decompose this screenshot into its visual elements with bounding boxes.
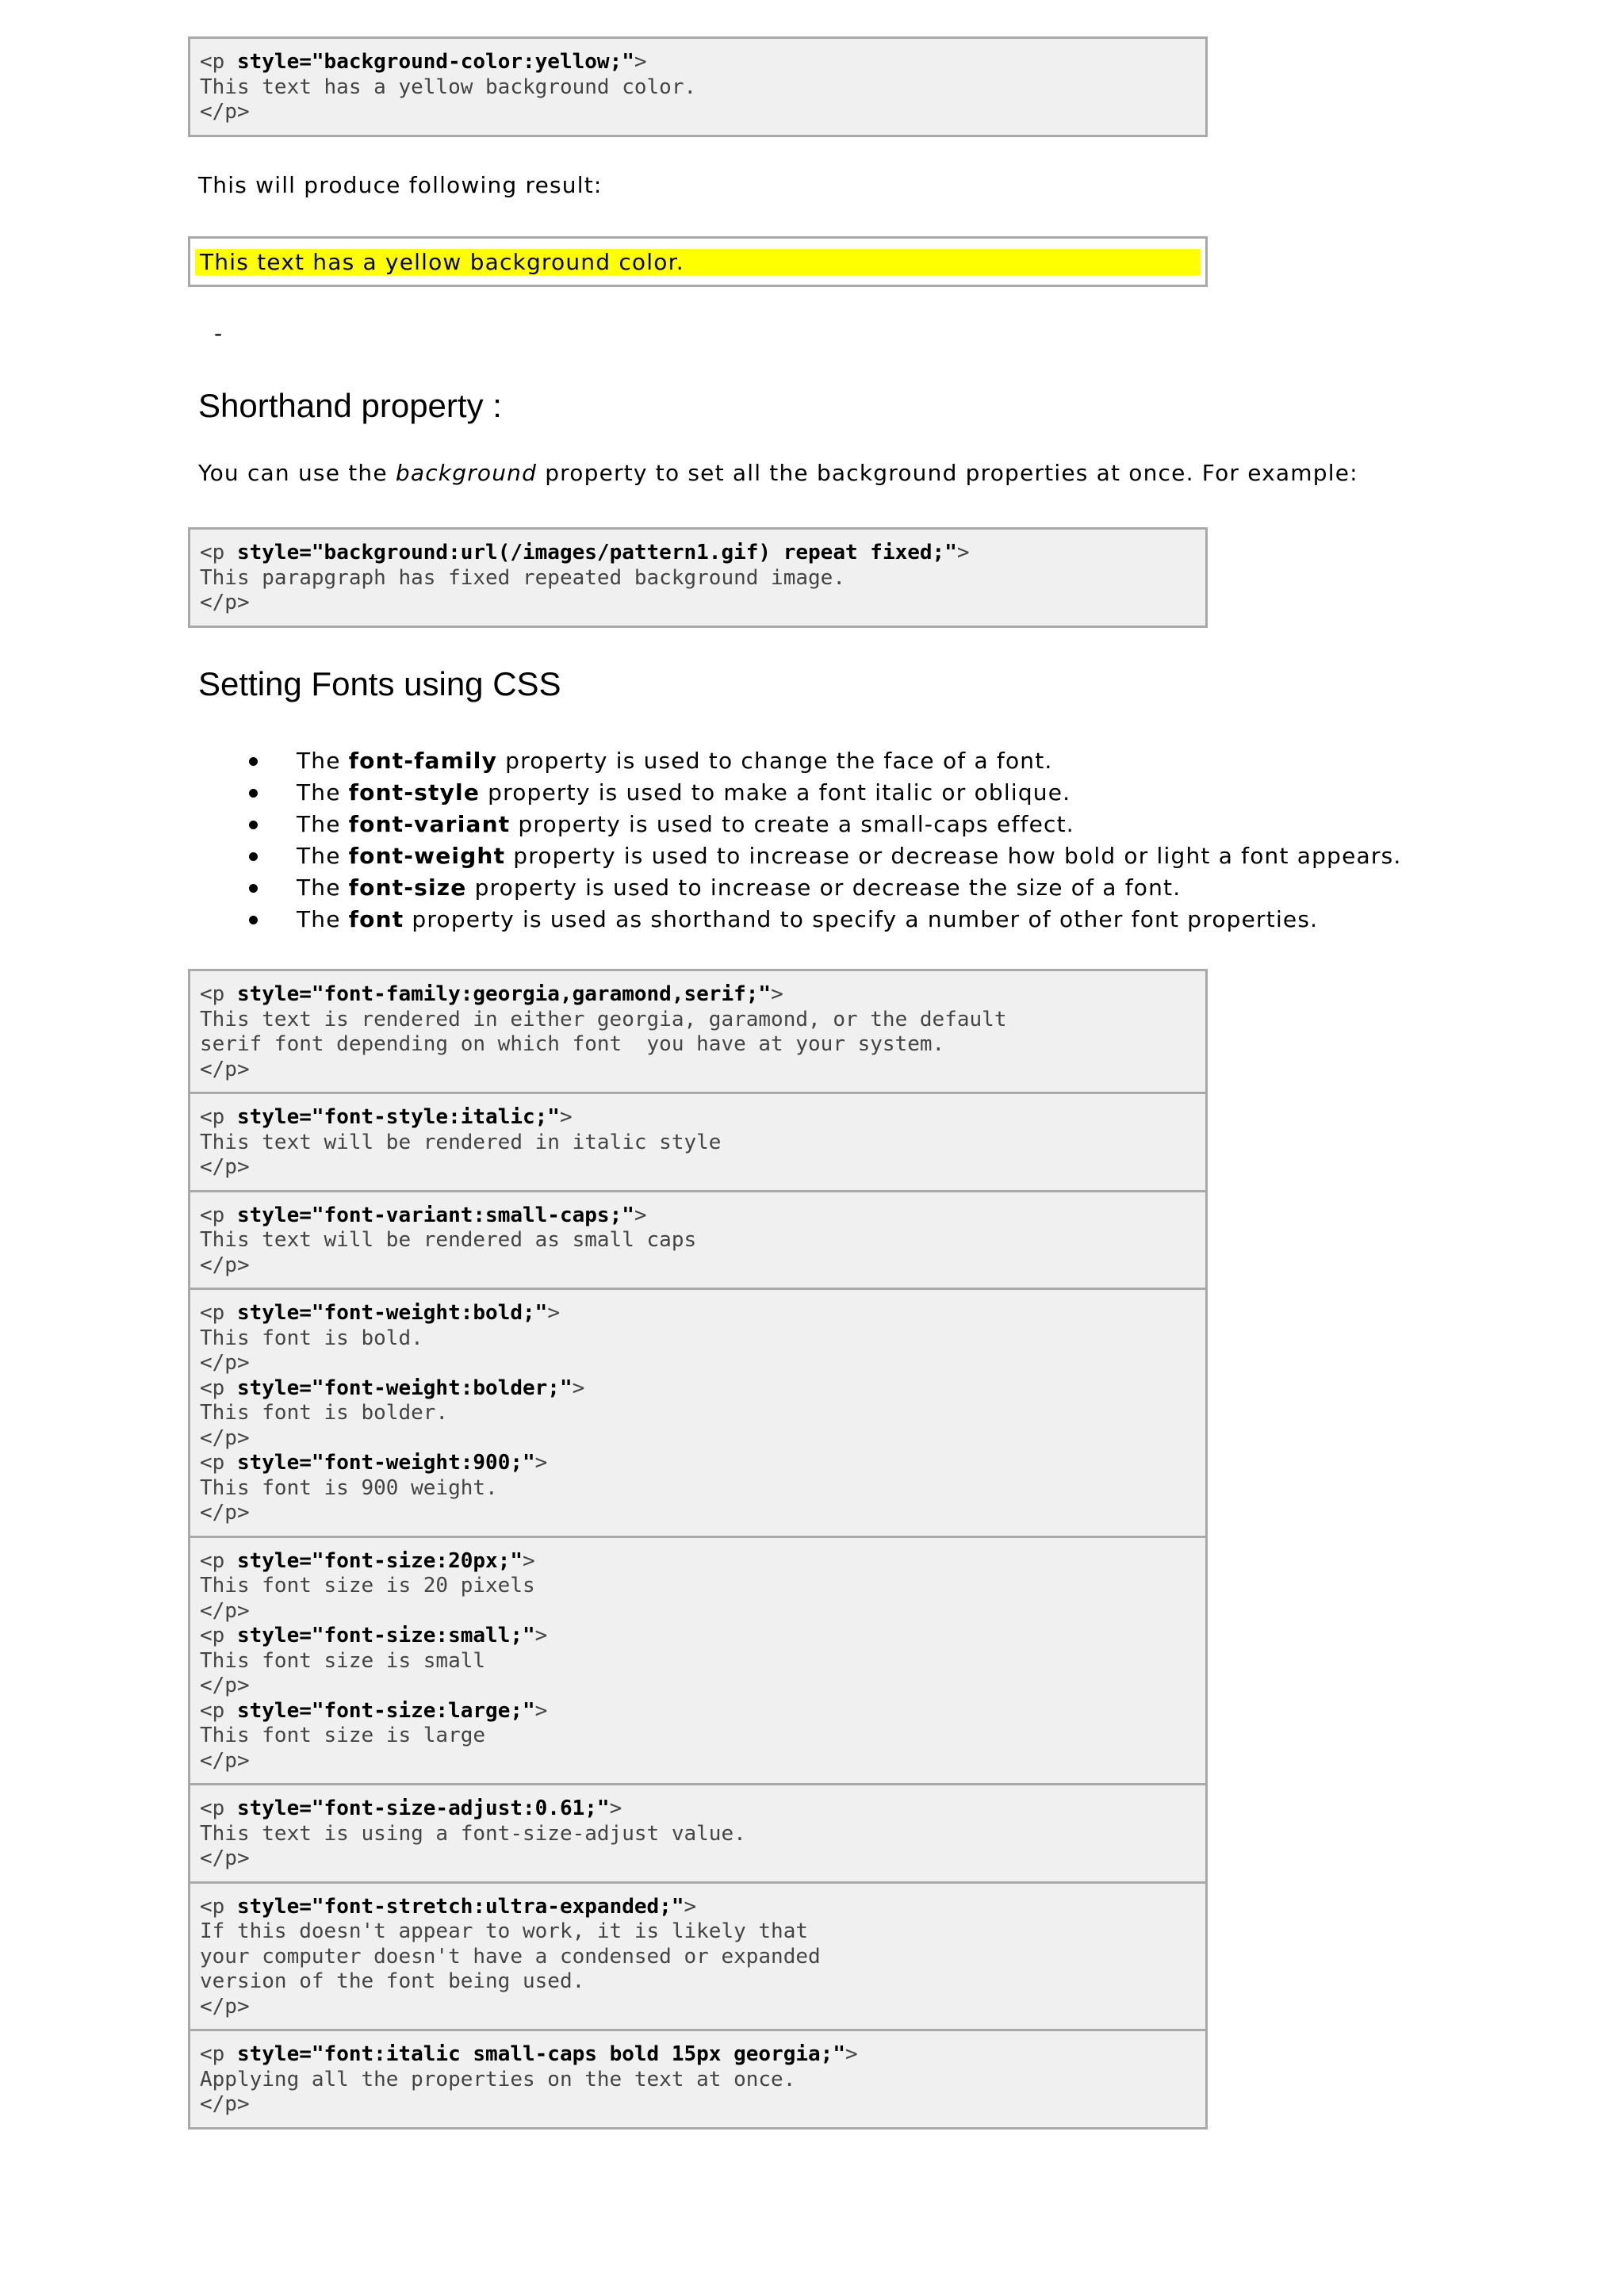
shorthand-heading: Shorthand property : (198, 387, 502, 424)
code-line (200, 1969, 1196, 1995)
code-line (200, 2068, 1196, 2093)
code-line (200, 1203, 1196, 1229)
code-line (200, 1895, 1196, 1920)
code-attribute: style="background-color:yellow;" (236, 50, 634, 74)
bullet-property-name: font-size (348, 874, 467, 901)
bullet-text: The (297, 874, 349, 901)
code-line (200, 1326, 1196, 1352)
code-text: > (609, 1797, 622, 1820)
bullet-dot-icon (249, 884, 258, 893)
result-box (188, 236, 1208, 287)
code-text: <p (200, 1624, 237, 1647)
code-line (200, 1995, 1196, 2020)
code-text: <p (200, 1105, 237, 1129)
code-line (200, 1649, 1196, 1674)
code-text: > (771, 982, 783, 1006)
code-attribute: style="font-family:georgia,garamond,serif;" (236, 982, 772, 1006)
code-text: > (634, 50, 647, 74)
code-line (200, 982, 1196, 1008)
code-text: This font is 900 weight. (200, 1475, 498, 1500)
bullet-text: The (297, 748, 349, 774)
code-text: > (845, 2042, 858, 2066)
code-text: <p (200, 1797, 237, 1820)
bullet-dot-icon (249, 757, 258, 766)
code-text: This parapgraph has fixed repeated background image. (200, 565, 845, 590)
code-text: version of the font being used. (200, 1969, 585, 1993)
code-text: </p> (200, 1425, 250, 1450)
code-text: This text is rendered in either georgia, garamond, or the default (200, 1007, 1007, 1031)
code-text: This text has a yellow background color. (200, 75, 697, 99)
code-block-background-color (188, 36, 1208, 137)
code-line (200, 2042, 1196, 2068)
font-property-item (238, 840, 1401, 872)
code-line (200, 541, 1196, 566)
bullet-dot-icon (249, 852, 258, 861)
code-text: > (559, 1105, 573, 1129)
code-line (200, 1476, 1196, 1502)
bullet-property-name: font-weight (348, 843, 506, 869)
code-table-font-examples (188, 969, 1208, 2130)
shorthand-para-em: background (395, 460, 538, 486)
code-text: </p> (200, 1846, 250, 1870)
code-text: </p> (200, 1253, 250, 1277)
code-line (200, 591, 1196, 616)
code-attribute: style="font-size:20px;" (236, 1548, 523, 1573)
code-line (200, 1376, 1196, 1402)
code-text: This text is using a font-size-adjust value. (200, 1821, 746, 1846)
bullet-text: property is used to increase or decrease how bold or light a font appears. (505, 843, 1402, 869)
code-cell (190, 2029, 1205, 2127)
bullet-property-name: font (348, 906, 404, 932)
code-attribute: style="font-variant:small-caps;" (236, 1203, 634, 1227)
code-text: > (534, 1698, 548, 1723)
code-cell (190, 1288, 1205, 1536)
code-text: > (572, 1376, 585, 1400)
code-line (200, 1599, 1196, 1624)
dash-marker: - (214, 320, 224, 346)
code-cell (190, 1092, 1205, 1190)
code-text: Applying all the properties on the text at once. (200, 2067, 796, 2091)
fonts-heading: Setting Fonts using CSS (198, 665, 561, 702)
code-line (200, 1253, 1196, 1279)
code-line (200, 1131, 1196, 1156)
code-line (200, 1105, 1196, 1131)
code-line (200, 75, 1196, 101)
code-block-background-shorthand (188, 527, 1208, 628)
code-attribute: style="font:italic small-caps bold 15px georgia;" (236, 2042, 845, 2066)
code-text: > (547, 1301, 560, 1325)
bullet-text: property is used to create a small-caps effect. (510, 811, 1074, 837)
code-line (200, 1301, 1196, 1326)
code-text: </p> (200, 2092, 250, 2116)
shorthand-para-after: property to set all the background properties at once. For example: (537, 460, 1358, 486)
code-line (200, 1674, 1196, 1699)
shorthand-paragraph (198, 460, 1358, 487)
result-intro-text: This will produce following result: (198, 172, 603, 198)
font-property-item (238, 904, 1401, 936)
bullet-dot-icon (249, 789, 258, 798)
bullet-property-name: font-variant (348, 811, 511, 837)
bullet-dot-icon (249, 916, 258, 924)
code-line (200, 1919, 1196, 1945)
code-text: This font is bold. (200, 1326, 423, 1350)
code-text: <p (200, 1451, 237, 1475)
code-line (200, 1945, 1196, 1970)
bullet-text: property is used to change the face of a font. (497, 748, 1053, 774)
code-text: This font is bolder. (200, 1401, 449, 1425)
code-text: > (684, 1894, 697, 1919)
code-text: <p (200, 1548, 237, 1573)
code-line (200, 1155, 1196, 1181)
bullet-property-name: font-family (348, 748, 498, 774)
font-property-item (238, 745, 1401, 777)
code-text: This font size is 20 pixels (200, 1574, 535, 1598)
code-attribute: style="font-style:italic;" (236, 1105, 560, 1129)
bullet-text: property is used to increase or decrease the size of a font. (466, 874, 1182, 901)
code-text: </p> (200, 1155, 250, 1179)
code-cell (190, 1190, 1205, 1288)
bullet-text: property is used to make a font italic or oblique. (480, 779, 1071, 806)
bullet-text: property is used as shorthand to specify a number of other font properties. (404, 906, 1319, 932)
code-line (200, 1822, 1196, 1847)
code-line (200, 1501, 1196, 1526)
code-text: </p> (200, 1674, 250, 1697)
bullet-dot-icon (249, 821, 258, 829)
code-text: <p (200, 50, 237, 74)
code-line (200, 1426, 1196, 1452)
code-text: This font size is large (200, 1724, 486, 1747)
code-text: <p (200, 1894, 237, 1919)
code-text: <p (200, 1698, 237, 1723)
code-line (200, 1574, 1196, 1599)
bullet-text: The (297, 843, 349, 869)
code-line (200, 1797, 1196, 1822)
code-line (200, 1549, 1196, 1575)
font-property-item (238, 809, 1401, 840)
code-text: This text will be rendered as small caps (200, 1228, 697, 1252)
bullet-text: The (297, 811, 349, 837)
code-cell (190, 1783, 1205, 1881)
code-line (200, 1228, 1196, 1253)
code-attribute: style="font-size:small;" (236, 1624, 535, 1647)
code-line (200, 1749, 1196, 1774)
code-line (200, 50, 1196, 75)
code-text: </p> (200, 1501, 250, 1525)
code-attribute: style="font-weight:bolder;" (236, 1376, 573, 1400)
code-line (200, 1724, 1196, 1749)
code-text: > (534, 1451, 548, 1475)
code-attribute: style="font-size-adjust:0.61;" (236, 1797, 610, 1820)
code-line (200, 1624, 1196, 1649)
code-line (200, 1058, 1196, 1083)
code-text: > (956, 541, 970, 564)
code-text: </p> (200, 591, 250, 614)
code-attribute: style="background:url(/images/pattern1.gif) repeat fixed;" (236, 541, 957, 564)
code-text: This text will be rendered in italic style (200, 1130, 722, 1154)
code-cell (190, 1881, 1205, 2030)
result-sample-text: This text has a yellow background color. (200, 249, 684, 275)
code-text: </p> (200, 1598, 250, 1623)
code-text: <p (200, 1301, 237, 1325)
shorthand-para-before: You can use the (198, 460, 396, 486)
code-cell (190, 971, 1205, 1092)
code-text: </p> (200, 1748, 250, 1773)
bullet-text: The (297, 779, 349, 806)
code-line (200, 566, 1196, 591)
code-line (200, 1008, 1196, 1033)
code-text: </p> (200, 100, 250, 124)
code-line (200, 1846, 1196, 1872)
code-line (200, 1401, 1196, 1426)
code-line (200, 1699, 1196, 1724)
code-text: <p (200, 1376, 237, 1400)
font-property-item (238, 872, 1401, 904)
code-line (200, 1351, 1196, 1376)
code-text: your computer doesn't have a condensed or expanded (200, 1944, 821, 1969)
code-text: > (634, 1203, 647, 1227)
bullet-text: The (297, 906, 349, 932)
code-text: > (534, 1624, 548, 1647)
code-cell (190, 1536, 1205, 1784)
code-text: This font size is small (200, 1648, 486, 1673)
bullet-property-name: font-style (348, 779, 481, 806)
code-text: serif font depending on which font you have at your system. (200, 1032, 945, 1056)
code-attribute: style="font-stretch:ultra-expanded;" (236, 1894, 684, 1919)
code-text: <p (200, 1203, 237, 1227)
font-property-item (238, 777, 1401, 809)
code-line (200, 1032, 1196, 1058)
code-attribute: style="font-size:large;" (236, 1698, 535, 1723)
code-attribute: style="font-weight:bold;" (236, 1301, 548, 1325)
code-line (200, 2092, 1196, 2118)
code-attribute: style="font-weight:900;" (236, 1451, 535, 1475)
code-line (200, 100, 1196, 125)
font-properties-list (238, 745, 1401, 936)
code-text: </p> (200, 1351, 250, 1375)
code-text: > (523, 1548, 535, 1573)
code-text: <p (200, 541, 237, 564)
code-text: </p> (200, 1057, 250, 1081)
code-text: <p (200, 982, 237, 1006)
code-cell (190, 39, 1205, 135)
code-text: If this doesn't appear to work, it is likely that (200, 1919, 809, 1943)
code-text: </p> (200, 1994, 250, 2019)
code-cell (190, 530, 1205, 626)
code-text: <p (200, 2042, 237, 2066)
code-line (200, 1451, 1196, 1476)
